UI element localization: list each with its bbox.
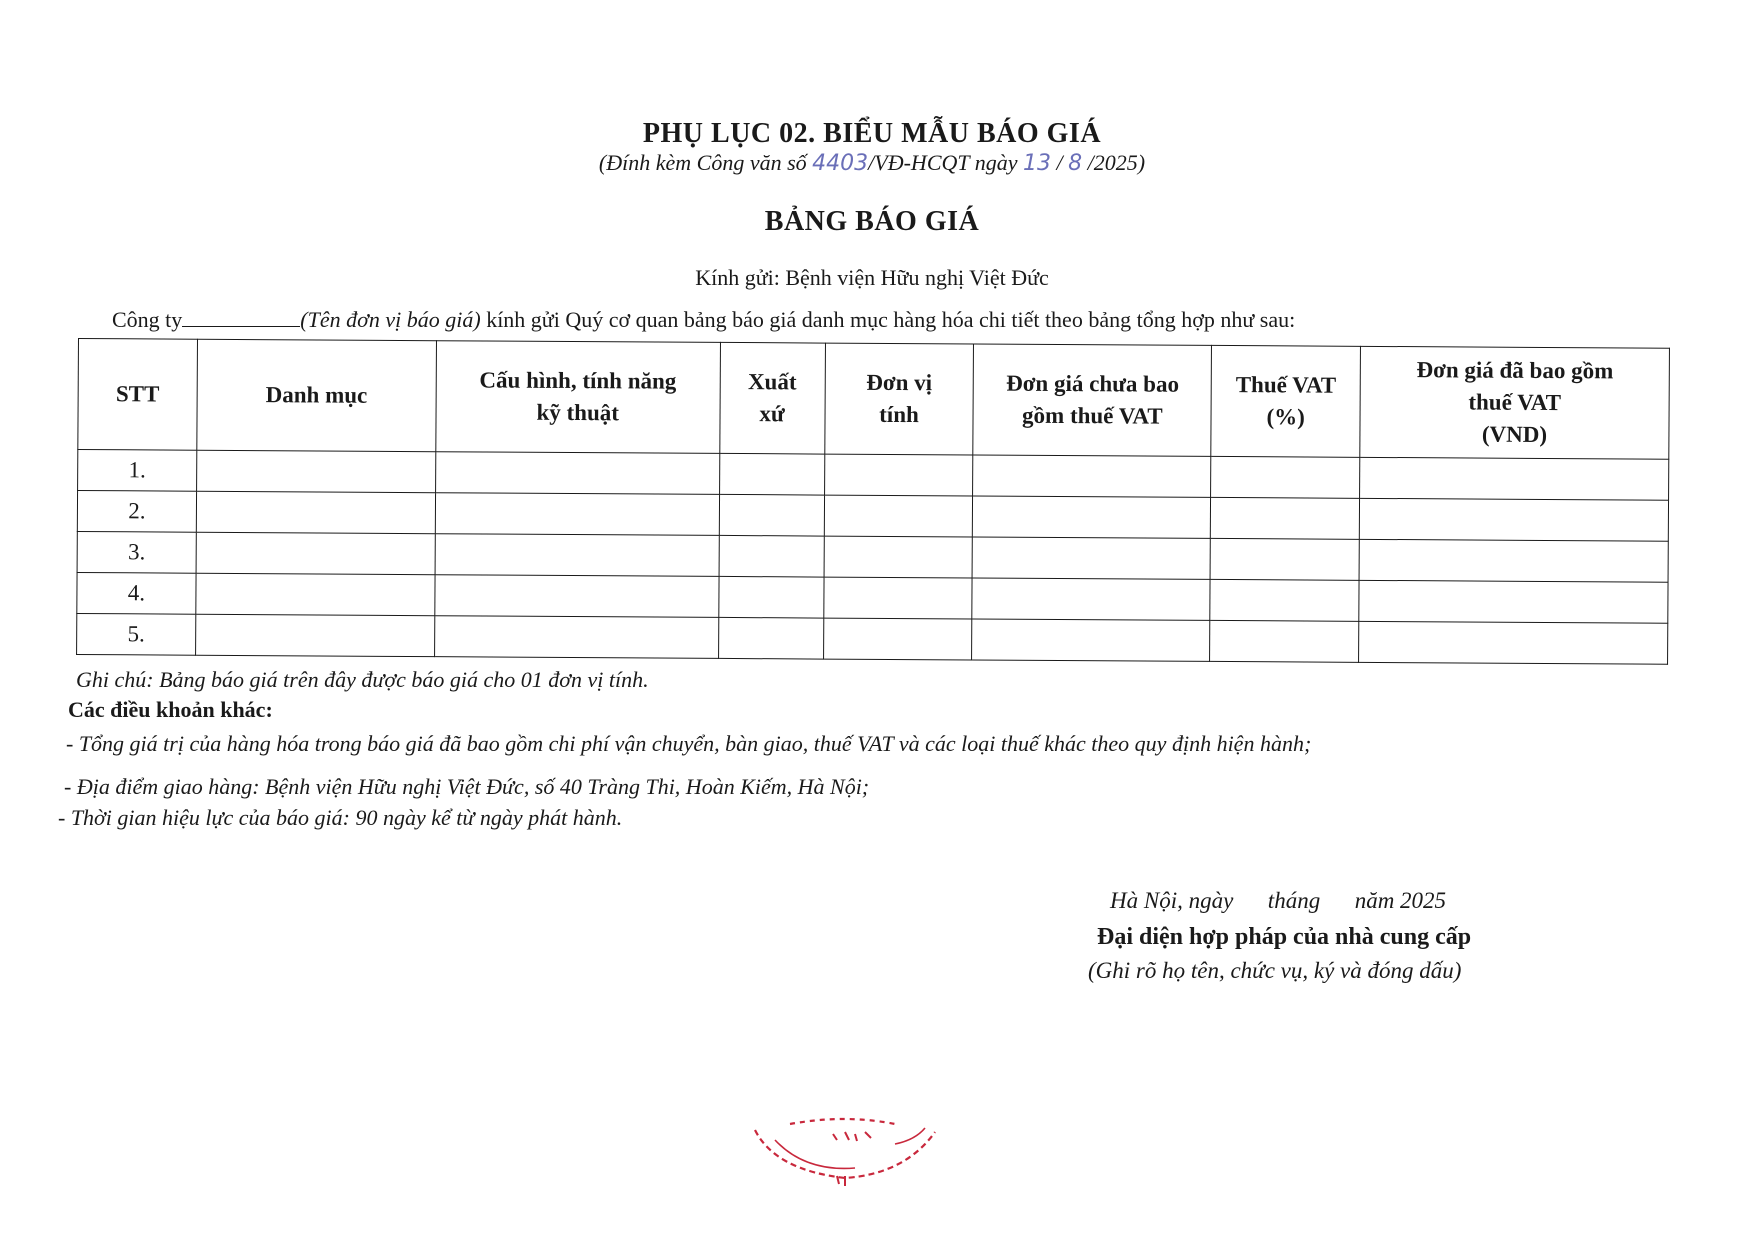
cell-category[interactable] (196, 614, 435, 656)
header-price-excl-vat: Đơn giá chưa bao gồm thuế VAT (973, 344, 1212, 456)
cell-vat-rate[interactable] (1211, 497, 1360, 539)
quote-heading: BẢNG BÁO GIÁ (764, 206, 980, 237)
header-price-incl-vat: Đơn giá đã bao gồm thuế VAT (VND) (1360, 346, 1670, 459)
cell-price-excl-vat[interactable] (972, 619, 1210, 661)
header-origin: Xuất xứ (719, 342, 825, 454)
cell-vat-rate[interactable] (1211, 456, 1360, 498)
header-specification: Cấu hình, tính năng kỹ thuật (436, 341, 720, 454)
term-item: - Thời gian hiệu lực của báo giá: 90 ngày kể từ ngày phát hành. (58, 805, 623, 830)
handwritten-doc-number: 4403 (812, 151, 869, 176)
row-number: 3. (77, 531, 196, 573)
recipient-line: Kính gửi: Bệnh viện Hữu nghị Việt Đức (695, 265, 1049, 290)
term-item: - Địa điểm giao hàng: Bệnh viện Hữu nghị Việt Đức, số 40 Tràng Thi, Hoàn Kiếm, Hà Nội; (64, 774, 870, 799)
cell-origin[interactable] (718, 576, 823, 618)
cell-origin[interactable] (719, 453, 824, 495)
handwritten-month: 8 (1068, 151, 1083, 176)
cell-specification[interactable] (434, 616, 718, 659)
cell-vat-rate[interactable] (1210, 620, 1359, 662)
document-title: PHỤ LỤC 02. BIỂU MẪU BÁO GIÁ (642, 118, 1102, 149)
handwritten-day: 13 (1023, 151, 1051, 176)
table-note: Ghi chú: Bảng báo giá trên đây được báo giá cho 01 đơn vị tính. (76, 667, 649, 692)
table-header-row (78, 339, 1670, 460)
header-unit: Đơn vị tính (824, 343, 974, 455)
cell-unit[interactable] (823, 577, 972, 619)
cell-price-excl-vat[interactable] (972, 537, 1210, 579)
subtitle-middle: /VĐ-HCQT ngày (868, 150, 1023, 175)
subtitle-prefix: (Đính kèm Công văn số (598, 150, 813, 175)
cell-specification[interactable] (435, 452, 719, 495)
term-item: - Tổng giá trị của hàng hóa trong báo giá đã bao gồm chi phí vận chuyển, bàn giao, thuế VAT và các loại thuế khác theo quy định hiện hành; (66, 731, 1312, 756)
subtitle-suffix: /2025) (1082, 150, 1146, 175)
intro-text: kính gửi Quý cơ quan bảng báo giá danh mục hàng hóa chi tiết theo bảng tổng hợp như sau: (480, 307, 1296, 332)
cell-vat-rate[interactable] (1210, 538, 1359, 580)
company-label: Công ty (112, 307, 183, 332)
cell-category[interactable] (196, 491, 435, 533)
cell-category[interactable] (196, 573, 435, 615)
cell-price-excl-vat[interactable] (972, 578, 1210, 620)
cell-price-incl-vat[interactable] (1359, 539, 1668, 582)
header-category: Danh mục (197, 339, 437, 451)
signature-title: Đại diện hợp pháp của nhà cung cấp (1097, 924, 1472, 950)
cell-origin[interactable] (718, 617, 823, 659)
row-number: 5. (77, 613, 196, 655)
cell-price-incl-vat[interactable] (1360, 457, 1669, 500)
company-placeholder: (Tên đơn vị báo giá) (300, 307, 481, 332)
signature-note: (Ghi rõ họ tên, chức vụ, ký và đóng dấu) (1088, 958, 1462, 983)
date-separator: / (1051, 150, 1069, 175)
row-number: 1. (78, 450, 197, 492)
cell-specification[interactable] (435, 575, 719, 618)
cell-price-incl-vat[interactable] (1359, 580, 1668, 623)
cell-category[interactable] (196, 532, 435, 574)
header-stt: STT (78, 339, 198, 451)
intro-line (112, 307, 1295, 333)
official-stamp-fragment (745, 1110, 945, 1190)
company-name-blank (182, 308, 300, 327)
cell-unit[interactable] (824, 536, 973, 578)
cell-specification[interactable] (435, 534, 719, 577)
signature-date-line: Hà Nội, ngày tháng năm 2025 (1110, 888, 1447, 913)
terms-heading: Các điều khoản khác: (68, 697, 273, 722)
document-subtitle (0, 150, 1744, 176)
cell-vat-rate[interactable] (1210, 579, 1359, 621)
header-vat-rate: Thuế VAT (%) (1211, 345, 1361, 457)
cell-origin[interactable] (719, 494, 824, 536)
cell-category[interactable] (197, 450, 436, 492)
cell-unit[interactable] (823, 618, 972, 660)
cell-price-excl-vat[interactable] (973, 496, 1211, 538)
table-row (77, 613, 1668, 664)
cell-specification[interactable] (435, 493, 719, 536)
cell-price-incl-vat[interactable] (1359, 498, 1668, 541)
cell-unit[interactable] (824, 454, 973, 496)
cell-origin[interactable] (719, 535, 824, 577)
row-number: 4. (77, 572, 196, 614)
row-number: 2. (77, 491, 196, 533)
cell-price-incl-vat[interactable] (1359, 621, 1668, 664)
cell-price-excl-vat[interactable] (973, 455, 1211, 497)
cell-unit[interactable] (824, 495, 973, 537)
quote-table (76, 338, 1670, 665)
